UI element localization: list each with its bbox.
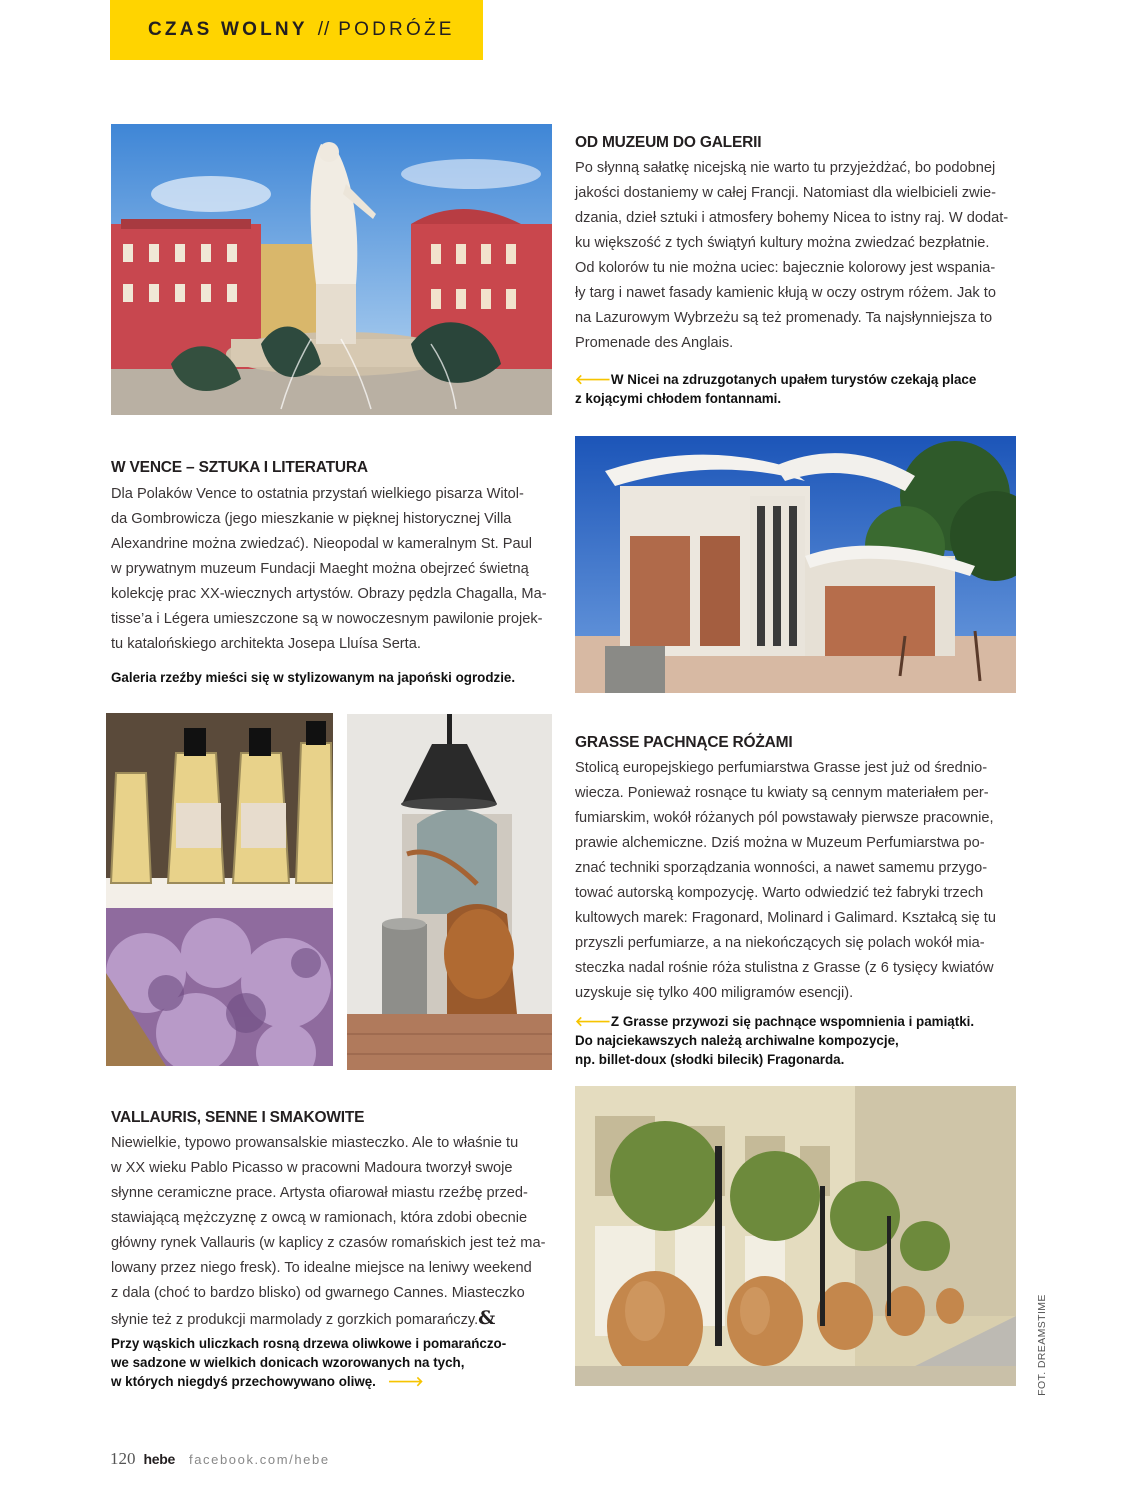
photo-credit xyxy=(1030,1290,1054,1400)
page-footer xyxy=(110,1449,330,1469)
perfume-bottles-photo xyxy=(106,713,333,1066)
grasse-body-line: tować autorską kompozycję. Warto odwiedzić też fabryki trzech xyxy=(575,885,984,901)
vallauris-body xyxy=(111,1131,561,1333)
page-number: 120 xyxy=(110,1449,136,1468)
vallauris-body-line: główny rynek Vallauris (w kaplicy z czasów romańskich jest też ma- xyxy=(111,1235,546,1251)
vallauris-body-line: słynie też z produkcji marmolady z gorzkich pomarańczy. xyxy=(111,1312,479,1328)
grasse-body-line: uzyskuje się tylko 400 miligramów esencji). xyxy=(575,985,854,1001)
grasse-body-line: przyszli perfumiarze, a na niekończących się polach wokół mia- xyxy=(575,935,985,951)
vallauris-body-line: w XX wieku Pablo Picasso w pracowni Madoura tworzył swoje xyxy=(111,1160,513,1176)
museum-heading: OD MUZEUM DO GALERII xyxy=(575,134,762,151)
arrow-left-icon: 🡐 xyxy=(575,372,611,387)
vence-body-line: kolekcję prac XX-wiecznych artystów. Obrazy pędzla Chagalla, Ma- xyxy=(111,586,547,602)
vallauris-heading: VALLAURIS, SENNE I SMAKOWITE xyxy=(111,1109,365,1126)
section-subtitle: PODRÓŻE xyxy=(338,19,455,40)
grasse-heading: GRASSE PACHNĄCE RÓŻAMI xyxy=(575,734,793,751)
section-header xyxy=(110,0,483,60)
olive-pots-street-icon xyxy=(575,1086,1016,1386)
nice-fountain-photo xyxy=(111,124,552,415)
vallauris-body-line: Niewielkie, typowo prowansalskie miasteczko. Ale to właśnie tu xyxy=(111,1135,519,1151)
copper-still-icon xyxy=(347,714,552,1070)
museum-body-line: dzania, dzieł sztuki i atmosfery bohemy Nicea to istny raj. W dodat- xyxy=(575,210,1009,226)
vence-body-line: Dla Polaków Vence to ostatnia przystań wielkiego pisarza Witol- xyxy=(111,486,524,502)
museum-body-line: ku większość z tych świątyń kultury można zwiedzać bezpłatnie. xyxy=(575,235,990,251)
vallauris-street-photo xyxy=(575,1086,1016,1386)
vallauris-caption-line: Przy wąskich uliczkach rosną drzewa oliwkowe i pomarańczo- xyxy=(111,1336,507,1351)
end-mark-icon: & xyxy=(478,1307,496,1329)
vence-body-line: da Gombrowicza (jego mieszkanie w pięknej historycznej Villa xyxy=(111,511,512,527)
vence-body-line: Alexandrine można zwiedzać). Nieopodal w kameralnym St. Paul xyxy=(111,536,532,552)
photo-credit-text: FOT. DREAMSTIME xyxy=(1036,1294,1049,1396)
fountain-statue-icon xyxy=(111,124,552,415)
modern-pavilion-icon xyxy=(575,436,1016,693)
grasse-body-line: prawie alchemiczne. Dziś można w Muzeum Perfumiarstwa po- xyxy=(575,835,985,851)
grasse-caption-line: Z Grasse przywozi się pachnące wspomnienia i pamiątki. xyxy=(610,1014,975,1029)
vence-body-line: tisse’a i Légera umieszczone są w nowoczesnym pawilonie projek- xyxy=(111,611,543,627)
maeght-foundation-photo xyxy=(575,436,1016,693)
section-separator: // xyxy=(317,19,331,40)
vence-body-line: w prywatnym muzeum Fundacji Maeght można obejrzeć świetną xyxy=(111,561,529,577)
museum-body xyxy=(575,156,1025,356)
vence-body xyxy=(111,482,561,657)
vence-caption xyxy=(111,668,561,687)
grasse-caption-line: Do najciekawszych należą archiwalne kompozycje, xyxy=(575,1033,899,1048)
perfume-bottles-icon xyxy=(106,713,333,1066)
museum-caption-line: z kojącymi chłodem fontannami. xyxy=(575,391,782,406)
grasse-caption xyxy=(575,1012,1025,1069)
vence-caption-line: Galeria rzeźby mieści się w stylizowanym na japoński ogrodzie. xyxy=(111,670,516,685)
vallauris-caption xyxy=(111,1334,561,1391)
museum-body-line: jakości dostaniemy w całej Francji. Natomiast dla wielbicieli zwie- xyxy=(575,185,996,201)
museum-body-line: ły targ i nawet fasady kamienic kłują w oczy ostrym różem. Jak to xyxy=(575,285,996,301)
vallauris-body-line: lowany przez niego fresk). To idealne miejsce na leniwy weekend xyxy=(111,1260,532,1276)
brand-logo: hebe xyxy=(143,1451,175,1467)
vallauris-body-line: stawiającą mężczyznę z owcą w ramionach, która zdobi obecnie xyxy=(111,1210,528,1226)
arrow-right-icon: 🡒 xyxy=(387,1374,424,1389)
grasse-body xyxy=(575,756,1025,1006)
grasse-body-line: wiecza. Ponieważ rosnące tu kwiaty są cennym materiałem per- xyxy=(575,785,989,801)
vence-heading: W VENCE – SZTUKA I LITERATURA xyxy=(111,459,368,476)
vallauris-caption-line: w których niegdyś przechowywano oliwę. xyxy=(111,1374,376,1389)
vallauris-body-line: słynne ceramiczne prace. Artysta ofiarował miastu rzeźbę przed- xyxy=(111,1185,528,1201)
vallauris-body-line: z dala (choć to bardzo blisko) od gwarnego Cannes. Miasteczko xyxy=(111,1285,525,1301)
museum-body-line: Po słynną sałatkę nicejską nie warto tu przyjeżdżać, bo podobnej xyxy=(575,160,996,176)
museum-body-line: Od kolorów tu nie można uciec: bajecznie kolorowy jest wspania- xyxy=(575,260,996,276)
grasse-caption-line: np. billet-doux (słodki bilecik) Fragonarda. xyxy=(575,1052,845,1067)
vence-body-line: tu katalońskiego architekta Josepa Lluísa Serta. xyxy=(111,636,421,652)
grasse-body-line: steczka nadal rośnie róża stulistna z Grasse (z 6 tysięcy kwiatów xyxy=(575,960,994,976)
grasse-body-line: znać techniki sporządzania wonności, a nawet samemu przygo- xyxy=(575,860,988,876)
grasse-body-line: Stolicą europejskiego perfumiarstwa Grasse jest już od średnio- xyxy=(575,760,988,776)
museum-body-line: Promenade des Anglais. xyxy=(575,335,734,351)
grasse-body-line: fumiarskim, wokół różanych pól powstawały pierwsze pracownie, xyxy=(575,810,994,826)
arrow-left-icon: 🡐 xyxy=(575,1014,611,1029)
museum-body-line: na Lazurowym Wybrzeżu są też promenady. Ta najsłynniejsza to xyxy=(575,310,993,326)
museum-caption xyxy=(575,370,1025,408)
grasse-body-line: kultowych marek: Fragonard, Molinard i Galimard. Kształcą się tu xyxy=(575,910,996,926)
section-title: CZAS WOLNY xyxy=(148,19,308,40)
copper-still-photo xyxy=(347,714,552,1070)
facebook-link[interactable]: facebook.com/hebe xyxy=(188,1452,330,1467)
vallauris-caption-line: we sadzone w wielkich donicach wzorowanych na tych, xyxy=(111,1355,465,1370)
museum-caption-line: W Nicei na zdruzgotanych upałem turystów czekają place xyxy=(610,372,977,387)
